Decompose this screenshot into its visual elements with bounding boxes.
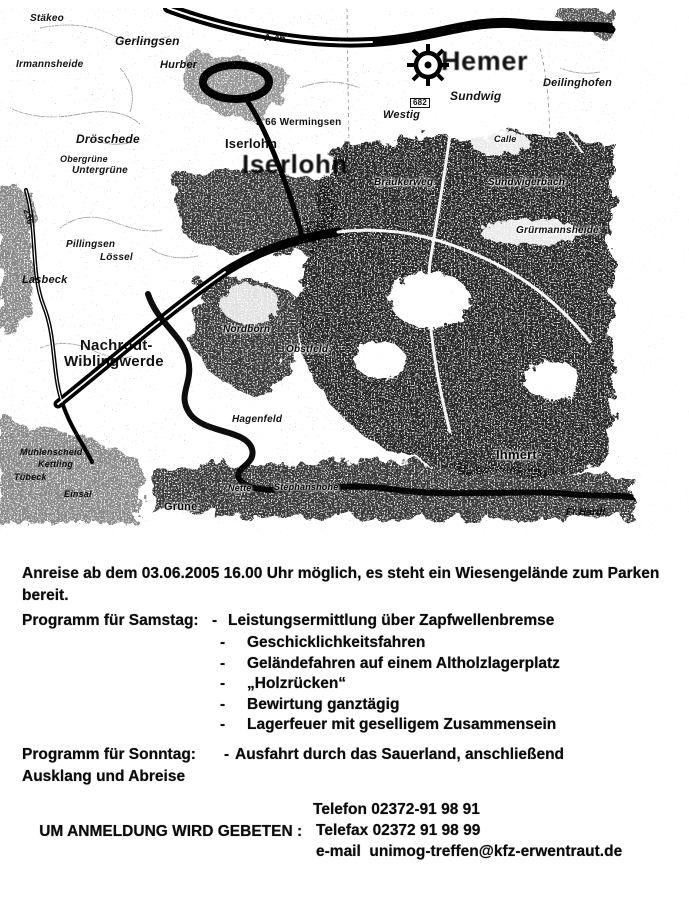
registration-fax: Telefax 02372 91 98 99	[316, 822, 481, 839]
registration-line-2	[22, 820, 682, 841]
saturday-program-label: Programm für Samstag:	[22, 612, 199, 629]
map-label-nordborn: Nordborn	[223, 324, 271, 335]
map-label-ihmert: Ihmert	[496, 447, 537, 462]
map-label-westig: Westig	[383, 109, 421, 121]
map-label-obstfeld: Obstfeld	[286, 344, 329, 355]
map-label-untergruene: Untergrüne	[72, 165, 128, 176]
map-label-pillingsen: Pillingsen	[66, 239, 116, 250]
map-label-obergruene: Obergrüne	[60, 154, 108, 164]
sunday-program-line-1	[22, 744, 682, 766]
registration-email: e-mail unimog-treffen@kfz-erwentraut.de	[316, 843, 623, 860]
map-label-gerlingsen: Gerlingsen	[115, 34, 180, 48]
map-image	[0, 8, 689, 535]
bullet-dash: -	[220, 716, 226, 734]
saturday-program	[22, 610, 682, 735]
map-label-lasbeck: Lasbeck	[22, 274, 68, 286]
registration-block	[22, 799, 682, 862]
map-label-nette: Nette	[228, 483, 252, 493]
map-label-einsal: Einsal	[64, 489, 92, 499]
map-label-kettling: Kettling	[38, 459, 74, 469]
saturday-program-line	[22, 673, 682, 694]
map-label-muehlenscheid: Mühlenscheid	[20, 447, 83, 457]
bullet-dash: -	[224, 746, 230, 763]
map-road-number-a46: A 46	[264, 33, 286, 44]
map-label-droschede: Dröschede	[76, 132, 140, 146]
map-label-staekeo: Stäkeo	[30, 13, 64, 24]
map-label-gruermannsheide: Grürmannsheide	[516, 225, 599, 236]
bullet-dash: -	[220, 654, 226, 672]
saturday-program-line	[22, 632, 682, 653]
map-label-calle: Calle	[494, 134, 517, 144]
intro-paragraph: Anreise ab dem 03.06.2005 16.00 Uhr möglich, es steht ein Wiesengelände zum Parken bereit.	[22, 565, 660, 604]
map-road-number-682: 682	[410, 98, 430, 108]
map-label-hagenfeld: Hagenfeld	[232, 414, 283, 425]
map-road-number-b236: 236	[21, 207, 36, 226]
map-label-nachrodt-line2: Wiblingwerde	[64, 353, 164, 370]
map-label-iserlohn-small: Iserlohn	[225, 136, 278, 151]
map-label-tuebeck: Tübeck	[14, 472, 47, 482]
saturday-item: Lagerfeuer mit geselligem Zusammensein	[247, 716, 557, 734]
map-label-gruene: Grüne	[164, 501, 198, 513]
saturday-program-line	[22, 714, 682, 735]
map-label-sundwig: Sundwig	[450, 89, 502, 103]
sunday-program-label: Programm für Sonntag:	[22, 746, 196, 763]
map-label-nachrodt-line1: Nachrodt-	[80, 337, 153, 354]
registration-phone: Telefon 02372-91 98 91	[313, 801, 480, 818]
map-label-fr-hardt: Fr.Hardt	[566, 507, 606, 518]
map-label-hurber: Hurber	[160, 59, 198, 71]
registration-label: UM ANMELDUNG WIRD GEBETEN :	[39, 822, 303, 840]
map-label-stephanshoehe: Stephanshöhe	[274, 482, 339, 492]
sunday-program	[22, 744, 682, 787]
sunday-item-continuation: Ausklang und Abreise	[22, 768, 186, 785]
saturday-item: Geländefahren auf einem Altholzlagerplatz	[247, 654, 560, 672]
map-label-wermingsen: L 66 Wermingsen	[256, 117, 342, 128]
saturday-item: Bewirtung ganztägig	[247, 695, 400, 713]
bullet-dash: -	[220, 675, 226, 693]
bullet-dash: -	[220, 634, 226, 651]
map-label-loessel: Lössel	[100, 252, 133, 263]
registration-line-3	[22, 841, 682, 862]
map-label-hemer: Hemer	[441, 46, 529, 76]
map-label-iserlohn: Iserlohn	[242, 149, 348, 179]
map-label-deilinghofen: Deilinghofen	[543, 77, 613, 89]
map-label-sundwigerbach: Sundwigerbach	[488, 177, 566, 188]
bullet-dash: -	[212, 612, 218, 629]
sunday-item: Ausfahrt durch das Sauerland, anschließend	[235, 746, 565, 763]
saturday-program-line-1	[22, 610, 682, 632]
bullet-dash: -	[220, 695, 226, 713]
saturday-program-line	[22, 694, 682, 715]
saturday-item: Geschicklichkeitsfahren	[247, 634, 426, 651]
sunday-program-line-2	[22, 766, 682, 787]
map-label-irmannsheide: Irmannsheide	[16, 59, 84, 70]
saturday-program-line	[22, 653, 682, 674]
saturday-item: „Holzrücken“	[247, 675, 347, 693]
saturday-item: Leistungsermittlung über Zapfwellenbremse	[228, 612, 555, 629]
map-label-braeukerweg: Bräukerweg	[374, 177, 434, 188]
